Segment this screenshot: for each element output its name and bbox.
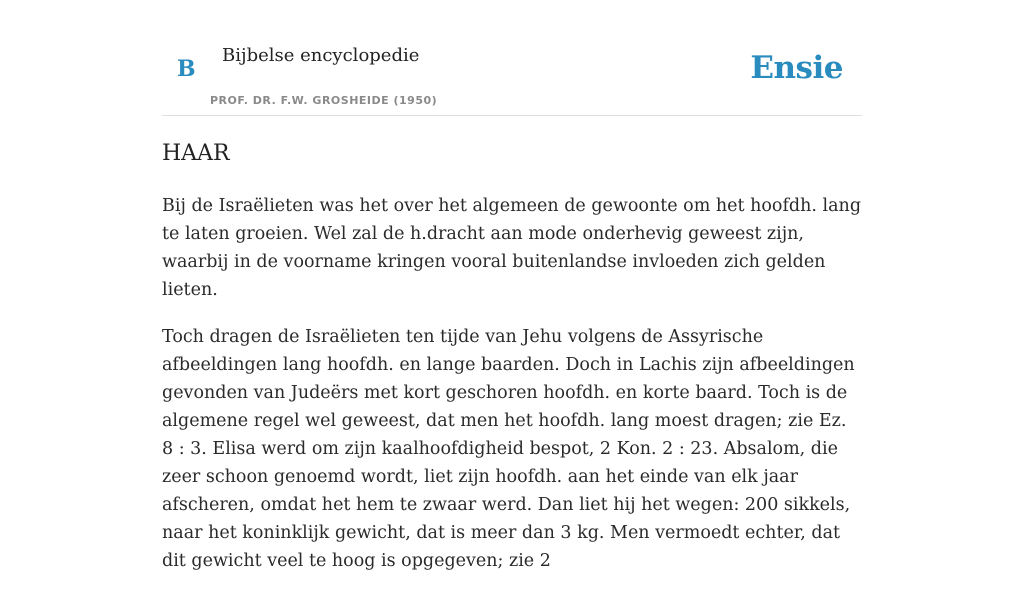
book-header xyxy=(162,0,862,116)
ensie-logo-link[interactable]: Ensie xyxy=(750,50,843,86)
article-page xyxy=(162,0,862,571)
entry-paragraph: Bij de Israëlieten was het over het algemeen de gewoonte om het hoofdh. lang te laten groeien. Wel zal de h.dracht aan mode onderhevig geweest zijn, waarbij in de voorname kringen vooral buitenlandse invloeden zich gelden lieten. xyxy=(162,196,862,300)
letter-index-link[interactable]: B xyxy=(177,56,196,82)
book-author: PROF. DR. F.W. GROSHEIDE (1950) xyxy=(210,94,438,107)
entry-paragraph: Toch dragen de Israëlieten ten tijde van Jehu volgens de Assyrische afbeeldingen lang hoofdh. en lange baarden. Doch in Lachis zijn afbeeldingen gevonden van Judeërs met kort geschoren hoofdh. en korte baard. Toch is de algemene regel wel geweest, dat men het hoofdh. lang moest dragen; zie Ez. 8 : 3. Elisa werd om zijn kaalhoofdigheid bespot, 2 Kon. 2 : 23. Absalom, die zeer schoon genoemd wordt, liet zijn hoofdh. aan het einde van elk jaar afscheren, omdat het hem te zwaar werd. Dan liet hij het wegen: 200 sikkels, naar het koninklijk gewicht, dat is meer dan 3 kg. Men vermoedt echter, dat dit gewicht veel te hoog is opgegeven; zie 2 xyxy=(162,327,855,571)
entry-title: HAAR xyxy=(162,141,230,166)
book-title-link[interactable]: Bijbelse encyclopedie xyxy=(222,45,420,66)
entry-body xyxy=(162,192,862,594)
